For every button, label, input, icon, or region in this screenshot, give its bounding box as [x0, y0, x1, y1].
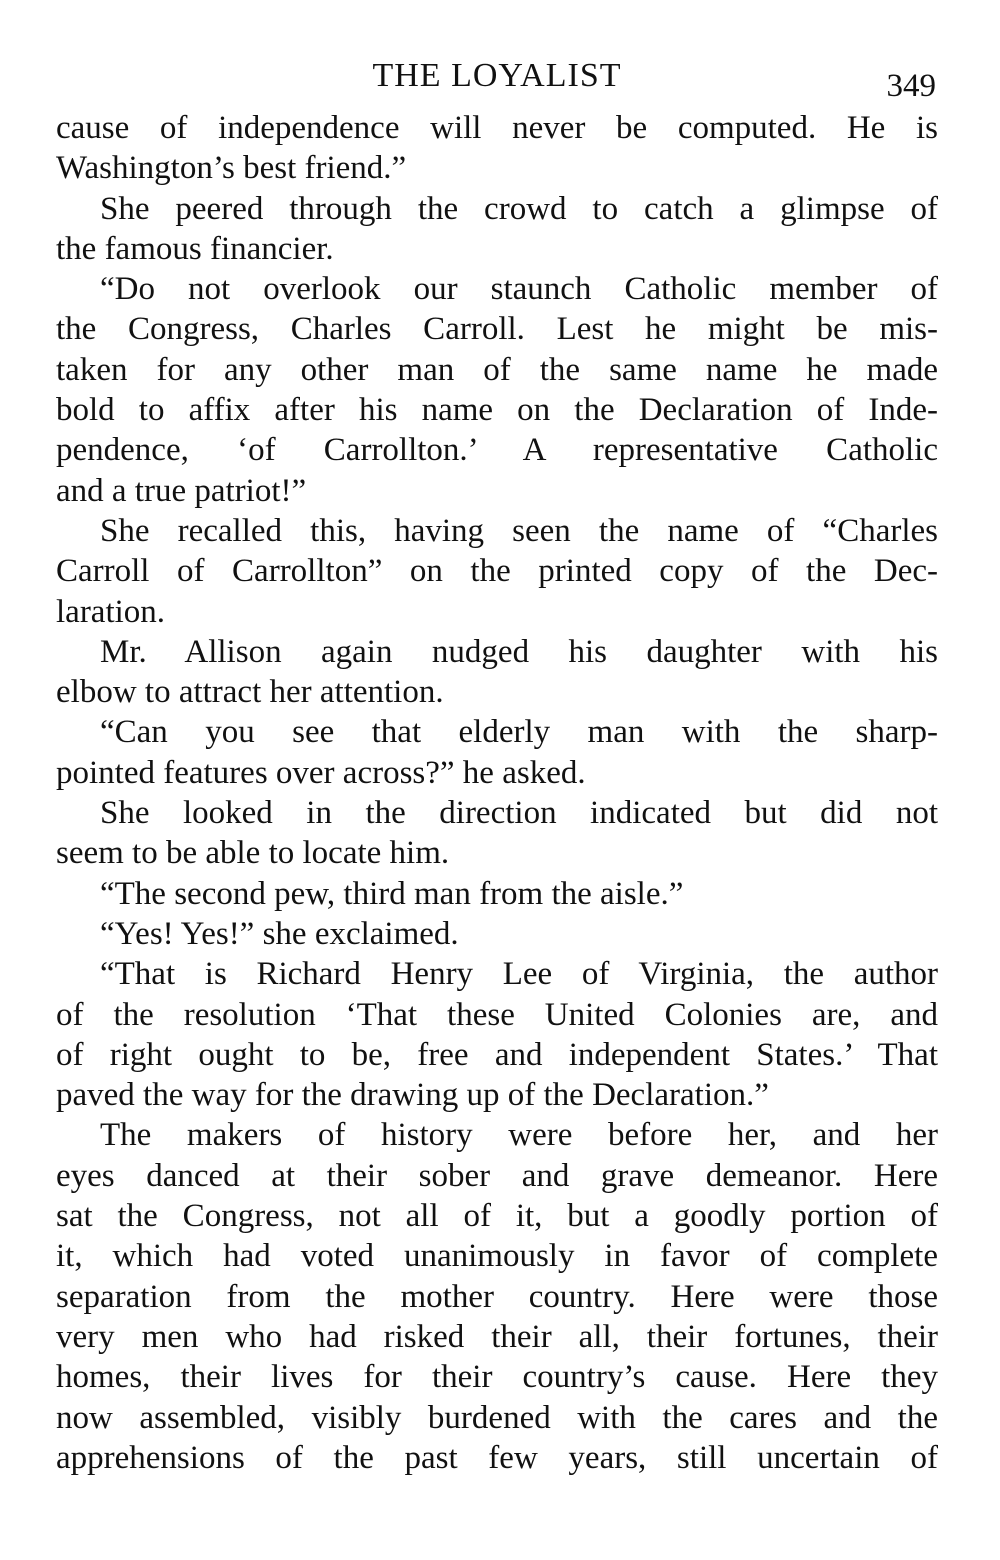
text-line: She peered through the crowd to catch a glimpse of: [100, 190, 938, 227]
text-line: pendence, ‘of Carrollton.’ A representative Catholic: [56, 432, 938, 469]
text-line: Mr. Allison again nudged his daughter with his: [100, 633, 938, 670]
text-line: elbow to attract her attention.: [56, 674, 444, 711]
text-line: of the resolution ‘That these United Colonies are, and: [56, 996, 938, 1033]
text-line: “That is Richard Henry Lee of Virginia, the author: [100, 956, 938, 993]
text-line: She recalled this, having seen the name of “Charles: [100, 512, 938, 549]
text-line: and a true patriot!”: [56, 472, 307, 509]
text-line: taken for any other man of the same name he made: [56, 351, 938, 388]
running-head: [56, 56, 938, 108]
text-line: bold to affix after his name on the Declaration of Inde-: [56, 392, 938, 429]
running-title: THE LOYALIST: [372, 57, 622, 94]
text-line: separation from the mother country. Here were those: [56, 1278, 938, 1315]
page-number: 349: [886, 68, 936, 104]
text-line: She looked in the direction indicated but did not: [100, 795, 938, 832]
text-line: homes, their lives for their country’s cause. Here they: [56, 1359, 938, 1396]
text-line: eyes danced at their sober and grave demeanor. Here: [56, 1157, 938, 1194]
text-line: Washington’s best friend.”: [56, 150, 407, 187]
text-line: “Yes! Yes!” she exclaimed.: [100, 915, 459, 952]
text-line: sat the Congress, not all of it, but a goodly portion of: [56, 1198, 938, 1235]
text-line: “The second pew, third man from the aisle.”: [100, 875, 684, 912]
text-line: “Do not overlook our staunch Catholic member of: [100, 271, 938, 308]
text-line: of right ought to be, free and independent States.’ That: [56, 1036, 938, 1073]
text-line: very men who had risked their all, their fortunes, their: [56, 1318, 938, 1355]
text-line: apprehensions of the past few years, still uncertain of: [56, 1439, 938, 1476]
text-line: paved the way for the drawing up of the Declaration.”: [56, 1077, 769, 1114]
text-line: seem to be able to locate him.: [56, 835, 450, 872]
book-page: [56, 56, 938, 1478]
text-line: pointed features over across?” he asked.: [56, 754, 586, 791]
body-text: [56, 108, 938, 1478]
text-line: it, which had voted unanimously in favor of complete: [56, 1238, 938, 1275]
text-line: “Can you see that elderly man with the sharp-: [100, 714, 938, 751]
text-line: now assembled, visibly burdened with the cares and the: [56, 1399, 938, 1436]
text-line: Carroll of Carrollton” on the printed copy of the Dec-: [56, 553, 938, 590]
text-line: the Congress, Charles Carroll. Lest he might be mis-: [56, 311, 938, 348]
text-line: The makers of history were before her, and her: [100, 1117, 938, 1154]
text-line: cause of independence will never be computed. He is: [56, 110, 938, 146]
text-line: laration.: [56, 593, 166, 630]
text-line: the famous financier.: [56, 230, 334, 267]
